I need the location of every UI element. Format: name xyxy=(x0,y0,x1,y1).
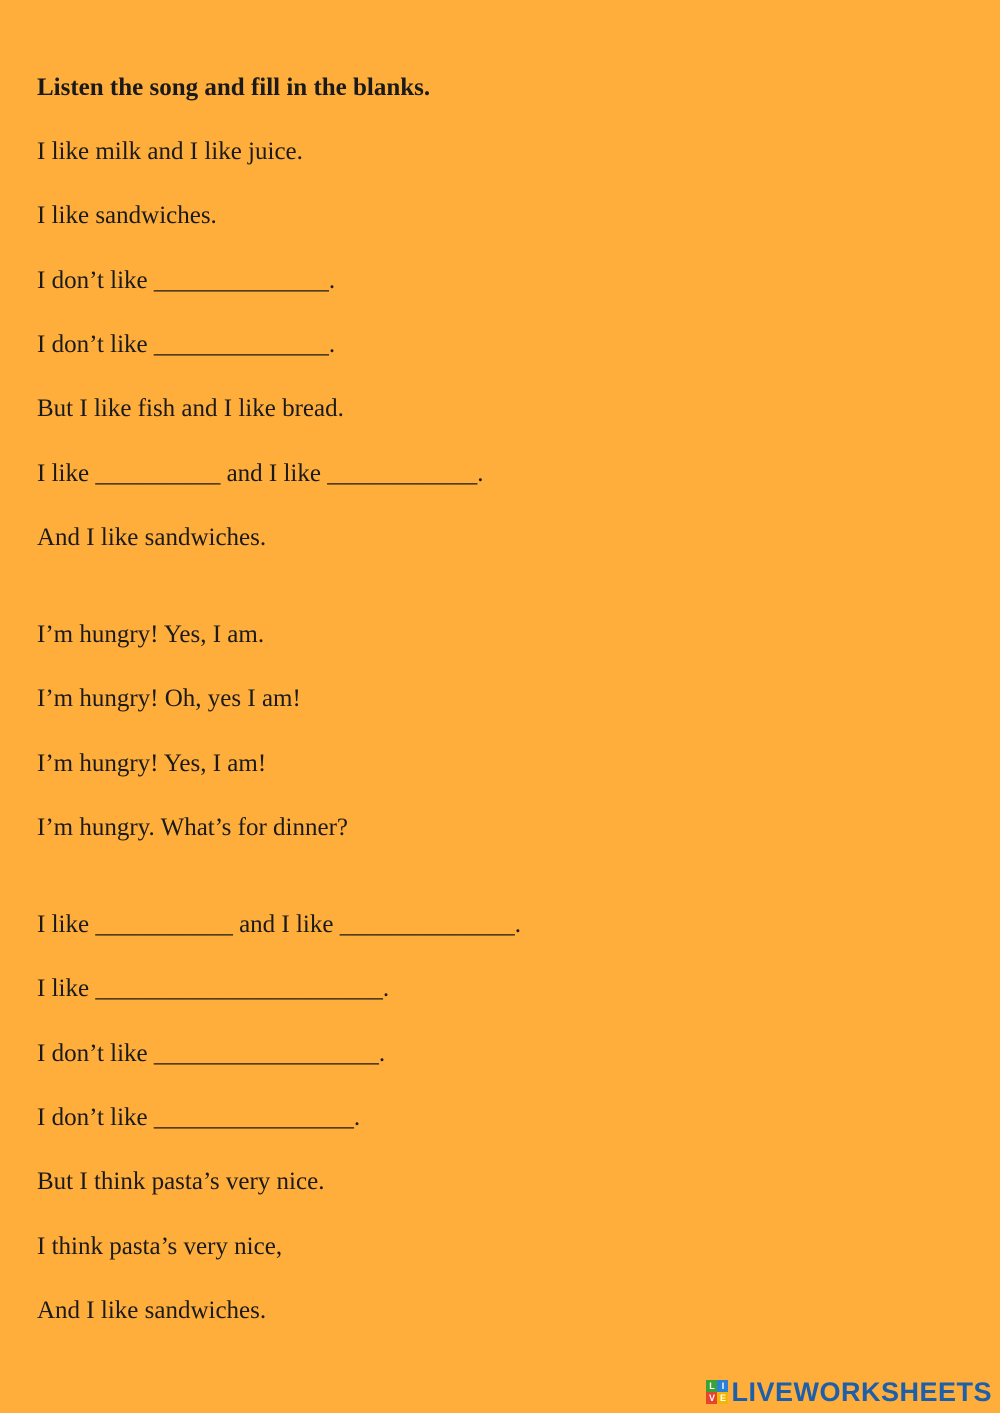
lyric-line-11: I’m hungry. What’s for dinner? xyxy=(37,814,349,841)
lyric-line-17: I think pasta’s very nice, xyxy=(37,1233,283,1260)
logo-mark-letter: E xyxy=(717,1392,728,1404)
logo-mark-letter: I xyxy=(717,1380,728,1392)
logo-mark-letter: V xyxy=(706,1392,717,1404)
lyric-line-8: I’m hungry! Yes, I am. xyxy=(37,621,265,648)
lyric-line-1: I like milk and I like juice. xyxy=(37,138,303,165)
lyric-line-10: I’m hungry! Yes, I am! xyxy=(37,750,267,777)
lyric-line-6: I like __________ and I like ____________. xyxy=(37,460,484,487)
instruction-heading: Listen the song and fill in the blanks. xyxy=(37,74,431,101)
lyric-line-18: And I like sandwiches. xyxy=(37,1297,267,1324)
lyric-line-16: But I think pasta’s very nice. xyxy=(37,1168,325,1195)
lyric-line-7: And I like sandwiches. xyxy=(37,524,267,551)
logo-mark-letter: L xyxy=(706,1380,717,1392)
lyric-line-13: I like _______________________. xyxy=(37,975,390,1002)
lyric-line-12: I like ___________ and I like ______________. xyxy=(37,911,521,938)
logo-mark-icon xyxy=(706,1380,728,1404)
lyric-line-9: I’m hungry! Oh, yes I am! xyxy=(37,685,301,712)
lyric-line-5: But I like fish and I like bread. xyxy=(37,395,344,422)
lyric-line-2: I like sandwiches. xyxy=(37,202,217,229)
logo-text: LIVEWORKSHEETS xyxy=(731,1377,992,1407)
lyric-line-15: I don’t like ________________. xyxy=(37,1104,361,1131)
lyric-line-4: I don’t like ______________. xyxy=(37,331,336,358)
lyric-line-3: I don’t like ______________. xyxy=(37,267,336,294)
liveworksheets-logo xyxy=(706,1375,992,1409)
lyric-line-14: I don’t like __________________. xyxy=(37,1040,386,1067)
worksheet xyxy=(37,0,957,1413)
